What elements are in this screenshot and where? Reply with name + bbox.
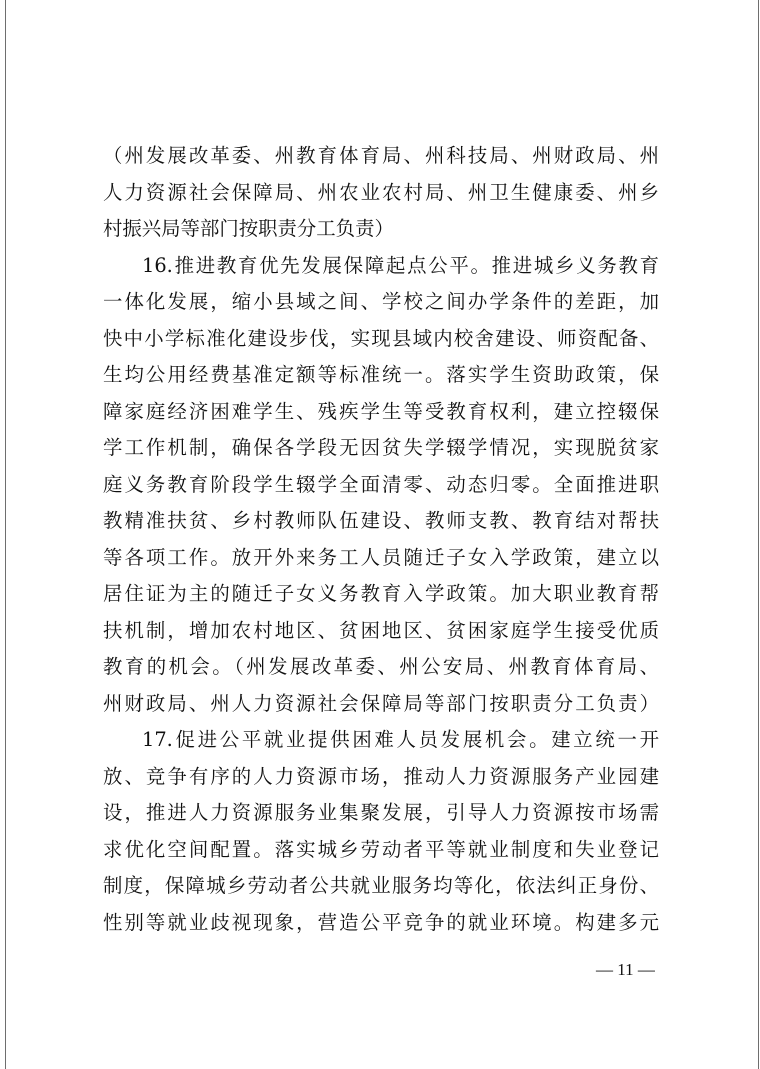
page-border-right xyxy=(758,0,759,1069)
text-line: 放、竞争有序的人力资源市场，推动人力资源服务产业园建 xyxy=(103,765,659,788)
text-line: 学工作机制，确保各学段无因贫失学辍学情况，实现脱贫家 xyxy=(103,436,659,459)
text-line: 村振兴局等部门按职责分工负责） xyxy=(103,217,394,240)
page-number: — 11 — xyxy=(596,960,655,979)
text-line: 等各项工作。放开外来务工人员随迁子女入学政策，建立以 xyxy=(103,546,659,569)
text-line: 快中小学标准化建设步伐，实现县域内校舍建设、师资配备、 xyxy=(103,327,659,350)
text-line: 制度，保障城乡劳动者公共就业服务均等化，依法纠正身份、 xyxy=(103,874,659,897)
text-line: （州发展改革委、州教育体育局、州科技局、州财政局、州 xyxy=(103,144,659,167)
text-line: 州财政局、州人力资源社会保障局等部门按职责分工负责） xyxy=(103,692,659,715)
text-line: 设，推进人力资源服务业集聚发展，引导人力资源按市场需 xyxy=(103,801,659,824)
page-border-left xyxy=(5,0,6,1069)
text-line: 庭义务教育阶段学生辍学全面清零、动态归零。全面推进职 xyxy=(103,473,659,496)
text-line: 求优化空间配置。落实城乡劳动者平等就业制度和失业登记 xyxy=(103,838,659,861)
text-line: 一体化发展，缩小县域之间、学校之间办学条件的差距，加 xyxy=(103,290,659,313)
paragraph-16-heading-line: 16.推进教育优先发展保障起点公平。推进城乡义务教育 xyxy=(142,254,659,277)
text-line: 扶机制，增加农村地区、贫困地区、贫困家庭学生接受优质 xyxy=(103,619,659,642)
text-line: 人力资源社会保障局、州农业农村局、州卫生健康委、州乡 xyxy=(103,181,659,204)
text-line: 教育的机会。（州发展改革委、州公安局、州教育体育局、 xyxy=(103,655,659,678)
text-line: 居住证为主的随迁子女义务教育入学政策。加大职业教育帮 xyxy=(103,582,659,605)
paragraph-17-heading-line: 17.促进公平就业提供困难人员发展机会。建立统一开 xyxy=(142,728,659,751)
text-line: 生均公用经费基准定额等标准统一。落实学生资助政策，保 xyxy=(103,363,659,386)
text-line: 教精准扶贫、乡村教师队伍建设、教师支教、教育结对帮扶 xyxy=(103,509,659,532)
text-line: 性别等就业歧视现象，营造公平竞争的就业环境。构建多元 xyxy=(103,911,659,934)
text-line: 障家庭经济困难学生、残疾学生等受教育权利，建立控辍保 xyxy=(103,400,659,423)
